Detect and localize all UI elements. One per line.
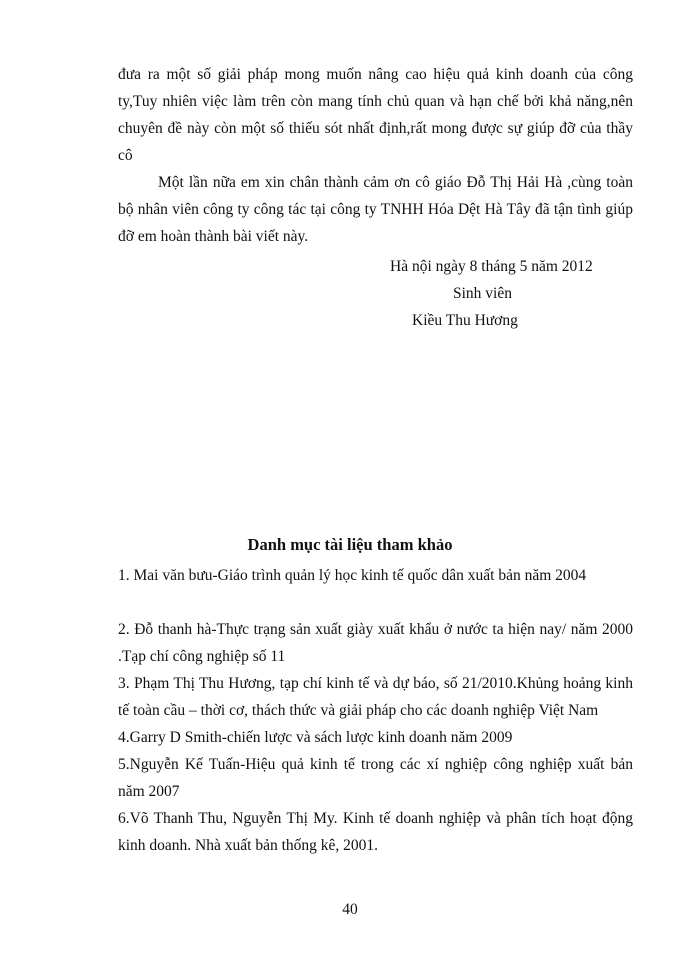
- page-number: 40: [342, 901, 358, 918]
- closing-text: [118, 61, 633, 250]
- references-title: Danh mục tài liệu tham khảo: [247, 535, 453, 554]
- signature-role: Sinh viên: [453, 285, 512, 302]
- signature-name: Kiều Thu Hương: [412, 312, 518, 329]
- body-paragraph-2: Một lần nữa em xin chân thành cảm ơn cô giáo Đỗ Thị Hải Hà ,cùng toàn bộ nhân viên công ty công tác tại công ty TNHH Hóa Dệt Hà Tây đã tận tình giúp đỡ em hoàn thành bài viết này.: [118, 174, 633, 245]
- reference-item: 2. Đỗ thanh hà-Thực trạng sản xuất giày xuất khẩu ở nước ta hiện nay/ năm 2000 .Tạp chí công nghiệp số 11: [118, 621, 633, 665]
- references-list: [118, 562, 633, 859]
- body-paragraph-1: đưa ra một số giải pháp mong muốn nâng cao hiệu quả kinh doanh của công ty,Tuy nhiên việc làm trên còn mang tính chủ quan và hạn chế bởi khả năng,nên chuyên đề này còn một số thiếu sót nhất định,rất mong được sự giúp đỡ của thầy cô: [118, 66, 633, 164]
- reference-item: 4.Garry D Smith-chiến lược và sách lược kinh doanh năm 2009: [118, 729, 513, 746]
- reference-item: 1. Mai văn bưu-Giáo trình quản lý học kinh tế quốc dân xuất bản năm 2004: [118, 567, 587, 584]
- reference-item: 3. Phạm Thị Thu Hương, tạp chí kinh tế và dự báo, số 21/2010.Khủng hoảng kinh tế toàn cầu – thời cơ, thách thức và giải pháp cho các doanh nghiệp Việt Nam: [118, 675, 633, 719]
- signature-date: Hà nội ngày 8 tháng 5 năm 2012: [390, 258, 593, 275]
- reference-item: 5.Nguyễn Kế Tuấn-Hiệu quả kinh tế trong các xí nghiệp công nghiệp xuất bản năm 2007: [118, 756, 633, 800]
- reference-item: 6.Võ Thanh Thu, Nguyễn Thị My. Kinh tế doanh nghiệp và phân tích hoạt động kinh doanh. Nhà xuất bản thống kê, 2001.: [118, 810, 633, 854]
